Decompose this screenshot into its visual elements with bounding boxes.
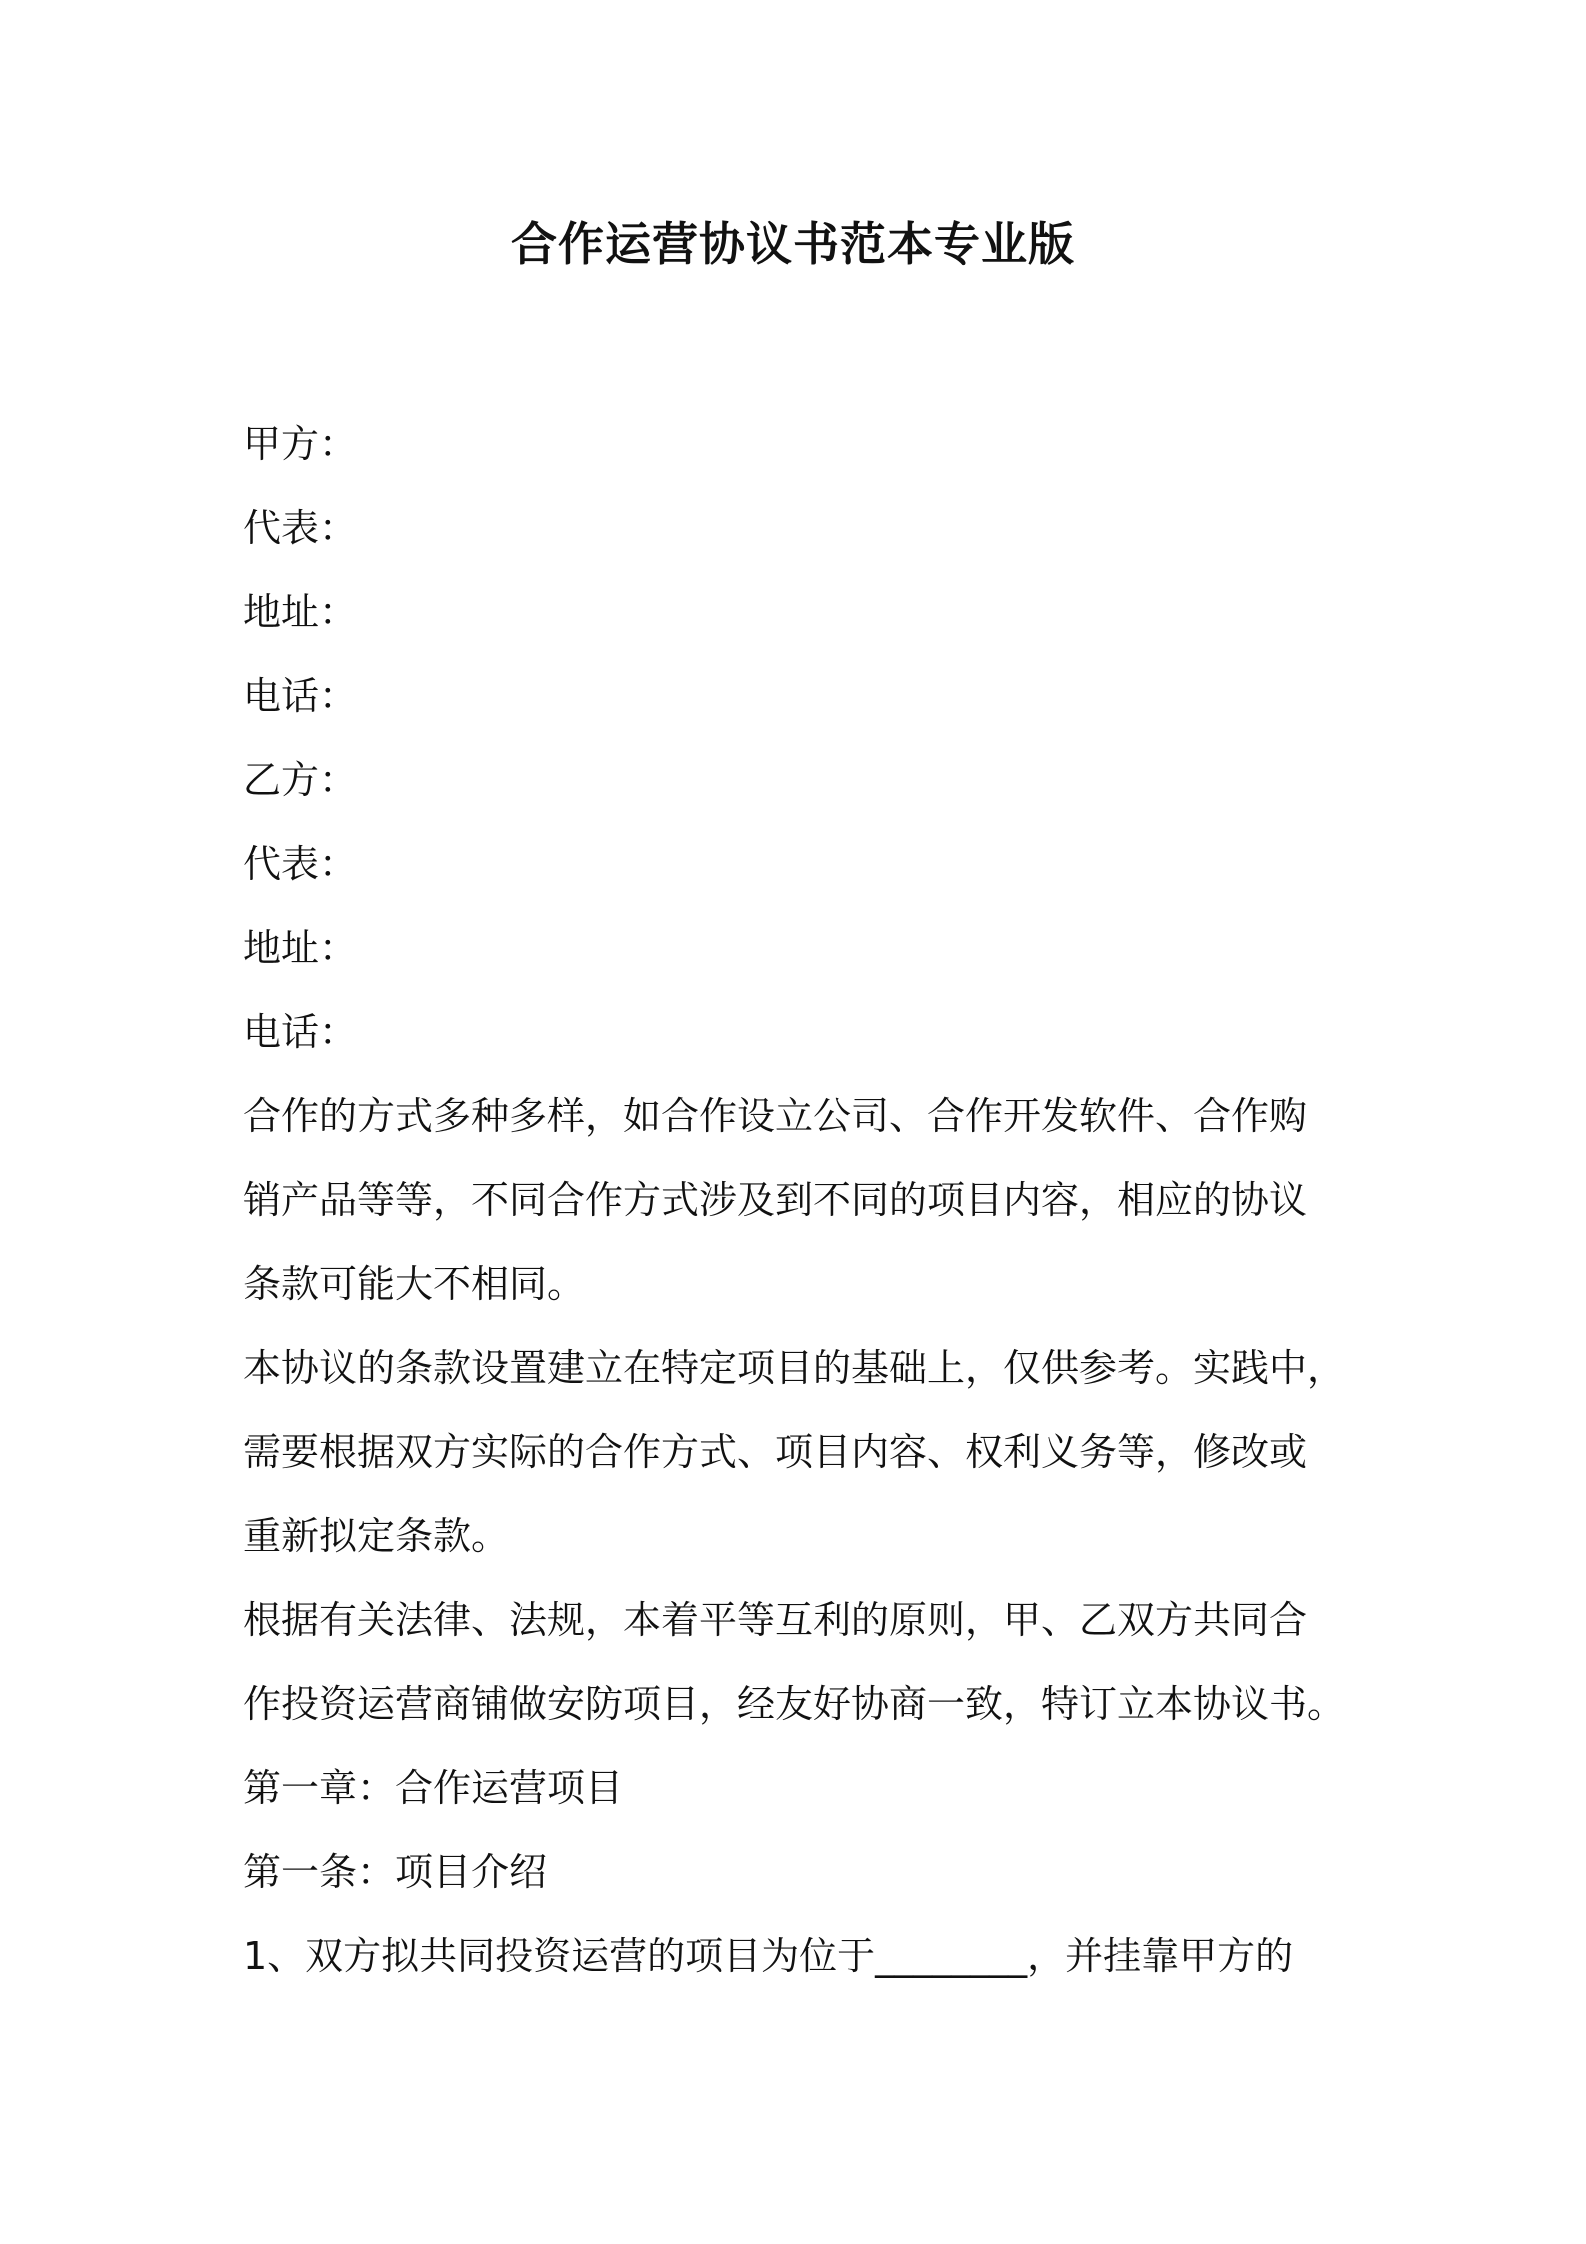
paragraph-preamble <box>243 1578 1353 1746</box>
chapter-heading: 第一章：合作运营项目 <box>243 1766 624 1810</box>
party-a-phone-label: 电话： <box>243 674 358 718</box>
paragraph-line: 销产品等等，不同合作方式涉及到不同的项目内容，相应的协议 <box>243 1178 1308 1222</box>
party-a-label: 甲方： <box>243 422 358 466</box>
party-a-representative-label: 代表： <box>243 506 358 550</box>
article-heading: 第一条：项目介绍 <box>243 1850 548 1894</box>
paragraph-line: 合作的方式多种多样，如合作设立公司、合作开发软件、合作购 <box>243 1094 1308 1138</box>
document-body <box>243 402 1353 1998</box>
paragraph-line: 本协议的条款设置建立在特定项目的基础上，仅供参考。实践中， <box>243 1346 1346 1390</box>
paragraph-line: 根据有关法律、法规，本着平等互利的原则，甲、乙双方共同合 <box>243 1598 1308 1642</box>
party-b-representative-label: 代表： <box>243 842 358 886</box>
document-title: 合作运营协议书范本专业版 <box>511 217 1075 271</box>
paragraph-cooperation-methods <box>243 1074 1353 1326</box>
paragraph-line: 作投资运营商铺做安防项目，经友好协商一致，特订立本协议书。 <box>243 1682 1346 1726</box>
clause-item: 1、双方拟共同投资运营的项目为位于________，并挂靠甲方的 <box>243 1934 1294 1978</box>
party-b-phone-label: 电话： <box>243 1010 358 1054</box>
party-b-label: 乙方： <box>243 758 358 802</box>
party-b-address-label: 地址： <box>243 926 358 970</box>
party-a-address-label: 地址： <box>243 590 358 634</box>
paragraph-terms-note <box>243 1326 1353 1578</box>
paragraph-line: 条款可能大不相同。 <box>243 1262 586 1306</box>
paragraph-line: 需要根据双方实际的合作方式、项目内容、权利义务等，修改或 <box>243 1430 1308 1474</box>
paragraph-line: 重新拟定条款。 <box>243 1514 510 1558</box>
